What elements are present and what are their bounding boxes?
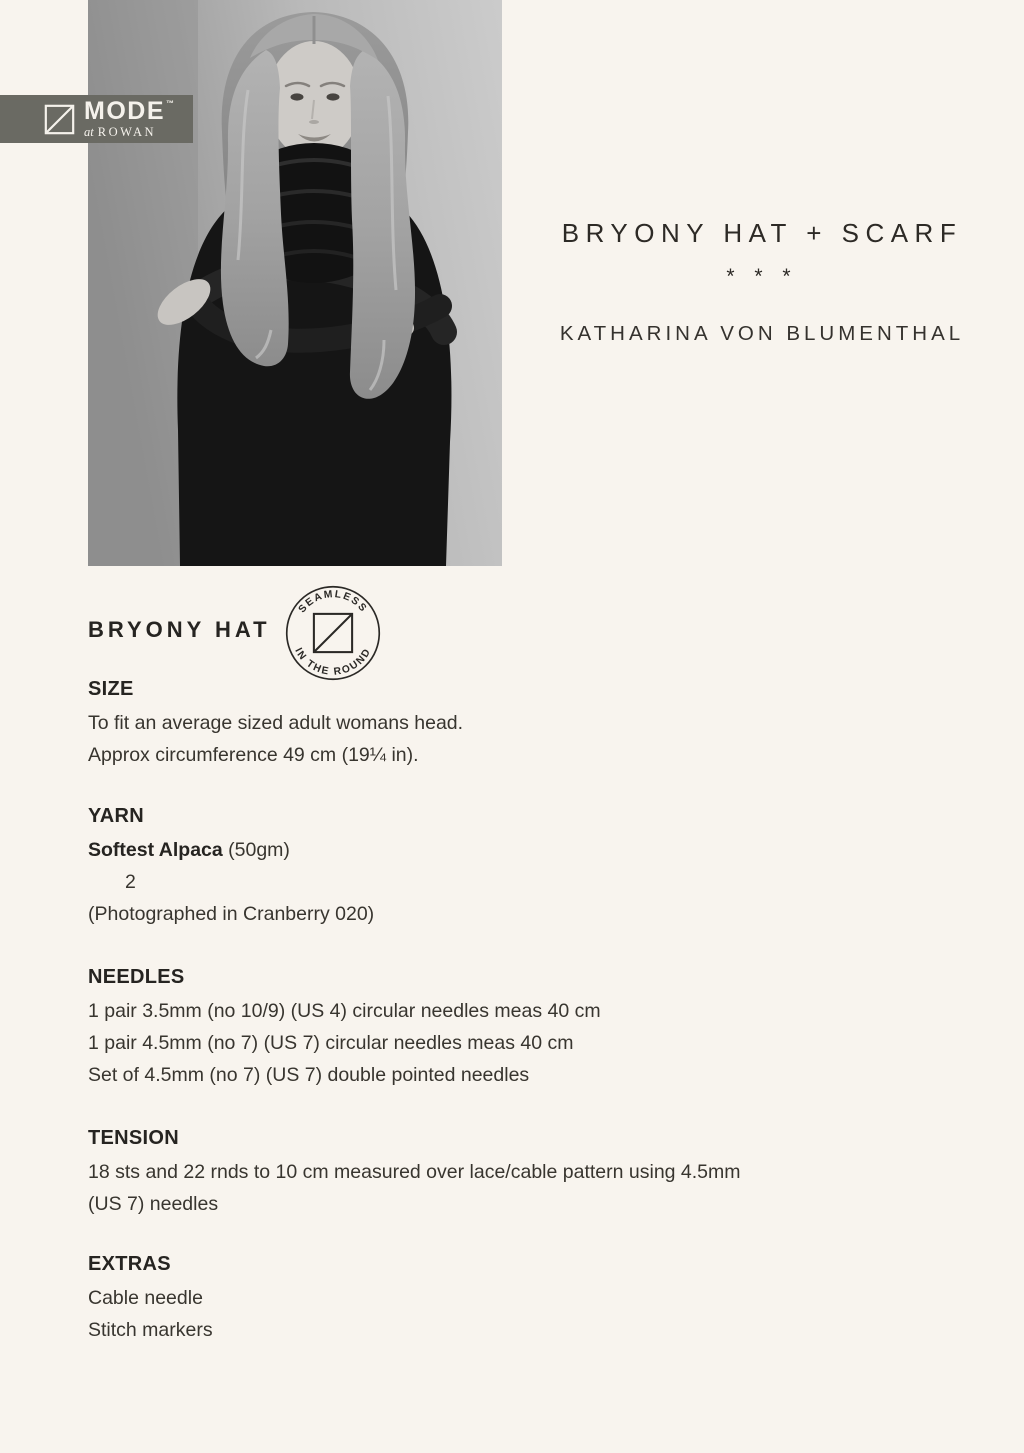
extras-line: Stitch markers xyxy=(88,1319,213,1341)
brand-subname-label: ROWAN xyxy=(97,125,157,140)
tension-section xyxy=(88,1125,948,1220)
svg-text:IN THE ROUND xyxy=(292,646,374,678)
model-photo xyxy=(88,0,502,566)
brand-banner xyxy=(0,95,193,143)
tension-line: (US 7) needles xyxy=(88,1193,219,1215)
yarn-name: Softest Alpaca xyxy=(88,839,223,861)
yarn-note: (Photographed in Cranberry 020) xyxy=(88,903,375,925)
pattern-section-heading: BRYONY HAT xyxy=(88,617,271,642)
badge-bottom-text: IN THE ROUND xyxy=(292,646,374,678)
model-photo-illustration xyxy=(88,0,502,566)
size-section xyxy=(88,676,948,771)
brand-name xyxy=(84,99,176,124)
title-block xyxy=(512,218,1012,346)
designer-name: KATHARINA VON BLUMENTHAL xyxy=(559,322,965,345)
mode-square-diagonal-icon xyxy=(44,104,75,135)
size-line: To fit an average sized adult womans head. xyxy=(88,712,464,734)
size-line: Approx circumference 49 cm (19¼ in). xyxy=(88,744,419,766)
size-heading: SIZE xyxy=(88,678,134,700)
trademark-symbol: ™ xyxy=(166,99,176,109)
tension-line: 18 sts and 22 rnds to 10 cm measured over lace/cable pattern using 4.5mm xyxy=(88,1161,741,1183)
tension-heading: TENSION xyxy=(88,1127,179,1149)
brand-subname xyxy=(84,126,176,139)
badge-top-text: SEAMLESS xyxy=(296,588,370,616)
svg-text:SEAMLESS xyxy=(297,589,369,615)
extras-section xyxy=(88,1251,948,1346)
yarn-quantity: 2 xyxy=(125,871,136,893)
extras-line: Cable needle xyxy=(88,1287,203,1309)
needles-line: 1 pair 4.5mm (no 7) (US 7) circular needles meas 40 cm xyxy=(88,1032,574,1054)
needles-heading: NEEDLES xyxy=(88,966,185,988)
yarn-section xyxy=(88,803,948,930)
pattern-title: BRYONY HAT + SCARF xyxy=(561,218,963,248)
seamless-in-the-round-badge xyxy=(284,584,382,682)
needles-line: Set of 4.5mm (no 7) (US 7) double pointed needles xyxy=(88,1064,530,1086)
brand-banner-text xyxy=(84,99,176,139)
yarn-line xyxy=(88,834,948,866)
needles-line: 1 pair 3.5mm (no 10/9) (US 4) circular needles meas 40 cm xyxy=(88,1000,601,1022)
yarn-put-up: (50gm) xyxy=(228,839,290,861)
yarn-heading: YARN xyxy=(88,805,145,827)
difficulty-stars: * * * xyxy=(726,265,798,288)
extras-heading: EXTRAS xyxy=(88,1253,171,1275)
brand-subname-prefix: at xyxy=(84,125,94,140)
needles-section xyxy=(88,964,948,1091)
brand-name-label: MODE xyxy=(84,97,165,126)
